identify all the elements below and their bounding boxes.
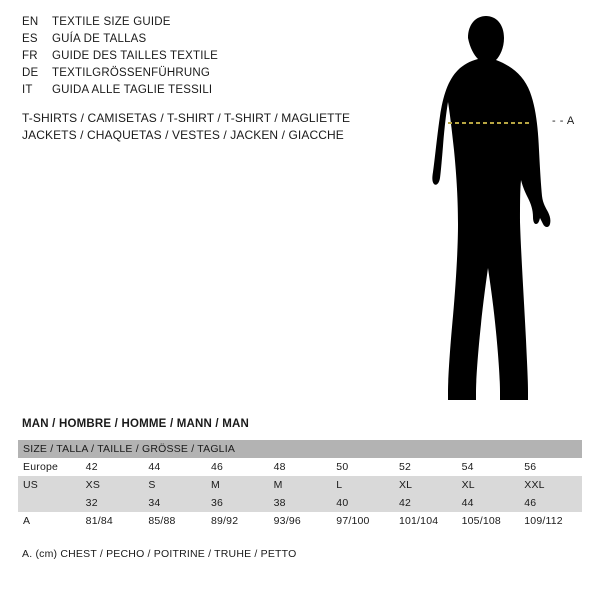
man-silhouette-figure [400,10,600,410]
language-row [22,16,362,33]
size-table-wrap [18,440,582,530]
cell: 48 [269,458,332,476]
row-label: US [18,476,81,494]
cell: S [143,476,206,494]
cell: 44 [457,494,520,512]
cell: 42 [81,458,144,476]
cell: 46 [206,458,269,476]
cell: L [331,476,394,494]
chest-measure-label: - - A [552,115,575,127]
cell: XS [81,476,144,494]
cell: 38 [269,494,332,512]
table-row [18,458,582,476]
cell: 32 [81,494,144,512]
row-label: A [18,512,81,530]
table-row [18,494,582,512]
table-header-row [18,440,582,458]
language-row [22,67,362,84]
cell: 105/108 [457,512,520,530]
garment-line-jackets: JACKETS / CHAQUETAS / VESTES / JACKEN / GIACCHE [22,128,344,142]
cell: 97/100 [331,512,394,530]
language-code: ES [22,33,38,45]
cell: 109/112 [519,512,582,530]
size-table [18,440,582,530]
language-text: TEXTILGRÖSSENFÜHRUNG [52,67,210,79]
cell: M [269,476,332,494]
cell: 36 [206,494,269,512]
cell: 34 [143,494,206,512]
language-list [22,16,362,101]
table-header-cell: SIZE / TALLA / TAILLE / GRÖSSE / TAGLIA [18,440,582,458]
cell: 85/88 [143,512,206,530]
language-code: FR [22,50,38,62]
cell: 44 [143,458,206,476]
language-row [22,50,362,67]
cell: M [206,476,269,494]
cell: 81/84 [81,512,144,530]
cell: XXL [519,476,582,494]
language-row [22,33,362,50]
garment-headings [22,110,422,144]
cell: XL [457,476,520,494]
garment-line-tshirts: T-SHIRTS / CAMISETAS / T-SHIRT / T-SHIRT / MAGLIETTE [22,111,351,125]
language-row [22,84,362,101]
cell: 46 [519,494,582,512]
language-text: GUIDA ALLE TAGLIE TESSILI [52,84,213,96]
language-text: GUÍA DE TALLAS [52,33,147,45]
table-row [18,512,582,530]
cell: 40 [331,494,394,512]
cell: 52 [394,458,457,476]
cell: 42 [394,494,457,512]
cell: 101/104 [394,512,457,530]
measurement-footnote: A. (cm) CHEST / PECHO / POITRINE / TRUHE / PETTO [22,548,297,560]
cell: 89/92 [206,512,269,530]
silhouette-svg [400,10,600,410]
cell: 50 [331,458,394,476]
language-text: GUIDE DES TAILLES TEXTILE [52,50,219,62]
row-label [18,494,81,512]
language-code: DE [22,67,39,79]
language-code: EN [22,16,39,28]
cell: 56 [519,458,582,476]
cell: XL [394,476,457,494]
cell: 54 [457,458,520,476]
table-caption: MAN / HOMBRE / HOMME / MANN / MAN [22,418,250,430]
language-text: TEXTILE SIZE GUIDE [52,16,171,28]
cell: 93/96 [269,512,332,530]
language-code: IT [22,84,33,96]
row-label: Europe [18,458,81,476]
table-row [18,476,582,494]
